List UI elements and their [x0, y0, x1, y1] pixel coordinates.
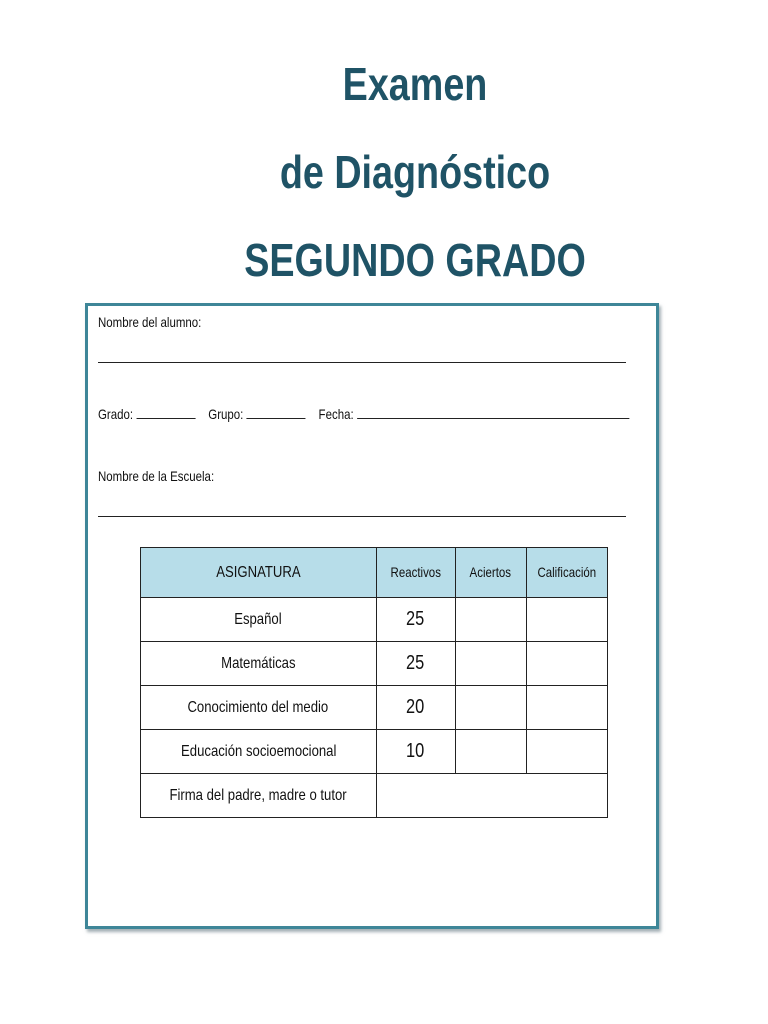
aciertos-cell[interactable]: [455, 686, 526, 730]
subject-cell: Conocimiento del medio: [141, 686, 377, 730]
aciertos-cell[interactable]: [455, 642, 526, 686]
grade-field[interactable]: [136, 406, 195, 419]
group-field[interactable]: [247, 406, 306, 419]
date-field[interactable]: [357, 406, 629, 419]
header-calificacion: Calificación: [526, 548, 607, 598]
table-row: [141, 642, 608, 686]
grade-label: Grado:: [98, 406, 134, 422]
student-name-label: Nombre del alumno:: [98, 314, 202, 330]
table-row: [141, 686, 608, 730]
subject-cell: Matemáticas: [141, 642, 377, 686]
calificacion-cell[interactable]: [526, 598, 607, 642]
calificacion-cell[interactable]: [526, 730, 607, 774]
title-line-2: de Diagnóstico: [279, 146, 551, 198]
reactivos-cell: 20: [376, 686, 455, 730]
header-asignatura: ASIGNATURA: [141, 548, 377, 598]
school-name-label: Nombre de la Escuela:: [98, 468, 215, 484]
signature-row: [141, 774, 608, 818]
subject-cell: Educación socioemocional: [141, 730, 377, 774]
school-name-field[interactable]: [98, 516, 626, 517]
table-header-row: [141, 548, 608, 598]
header-reactivos: Reactivos: [376, 548, 455, 598]
grade-group-date-row: [98, 406, 629, 422]
grades-table: [140, 547, 608, 818]
student-name-field[interactable]: [98, 362, 626, 363]
reactivos-cell: 25: [376, 642, 455, 686]
table-row: [141, 730, 608, 774]
title-line-1: Examen: [342, 58, 488, 110]
calificacion-cell[interactable]: [526, 642, 607, 686]
signature-label: Firma del padre, madre o tutor: [141, 774, 377, 818]
aciertos-cell[interactable]: [455, 598, 526, 642]
title-line-3: SEGUNDO GRADO: [244, 234, 586, 286]
form-frame: [85, 303, 659, 929]
calificacion-cell[interactable]: [526, 686, 607, 730]
subject-cell: Español: [141, 598, 377, 642]
table-row: [141, 598, 608, 642]
reactivos-cell: 25: [376, 598, 455, 642]
title-block: [0, 40, 768, 304]
reactivos-cell: 10: [376, 730, 455, 774]
date-label: Fecha:: [318, 406, 354, 422]
aciertos-cell[interactable]: [455, 730, 526, 774]
header-aciertos: Aciertos: [455, 548, 526, 598]
signature-field[interactable]: [376, 774, 608, 818]
group-label: Grupo:: [208, 406, 244, 422]
